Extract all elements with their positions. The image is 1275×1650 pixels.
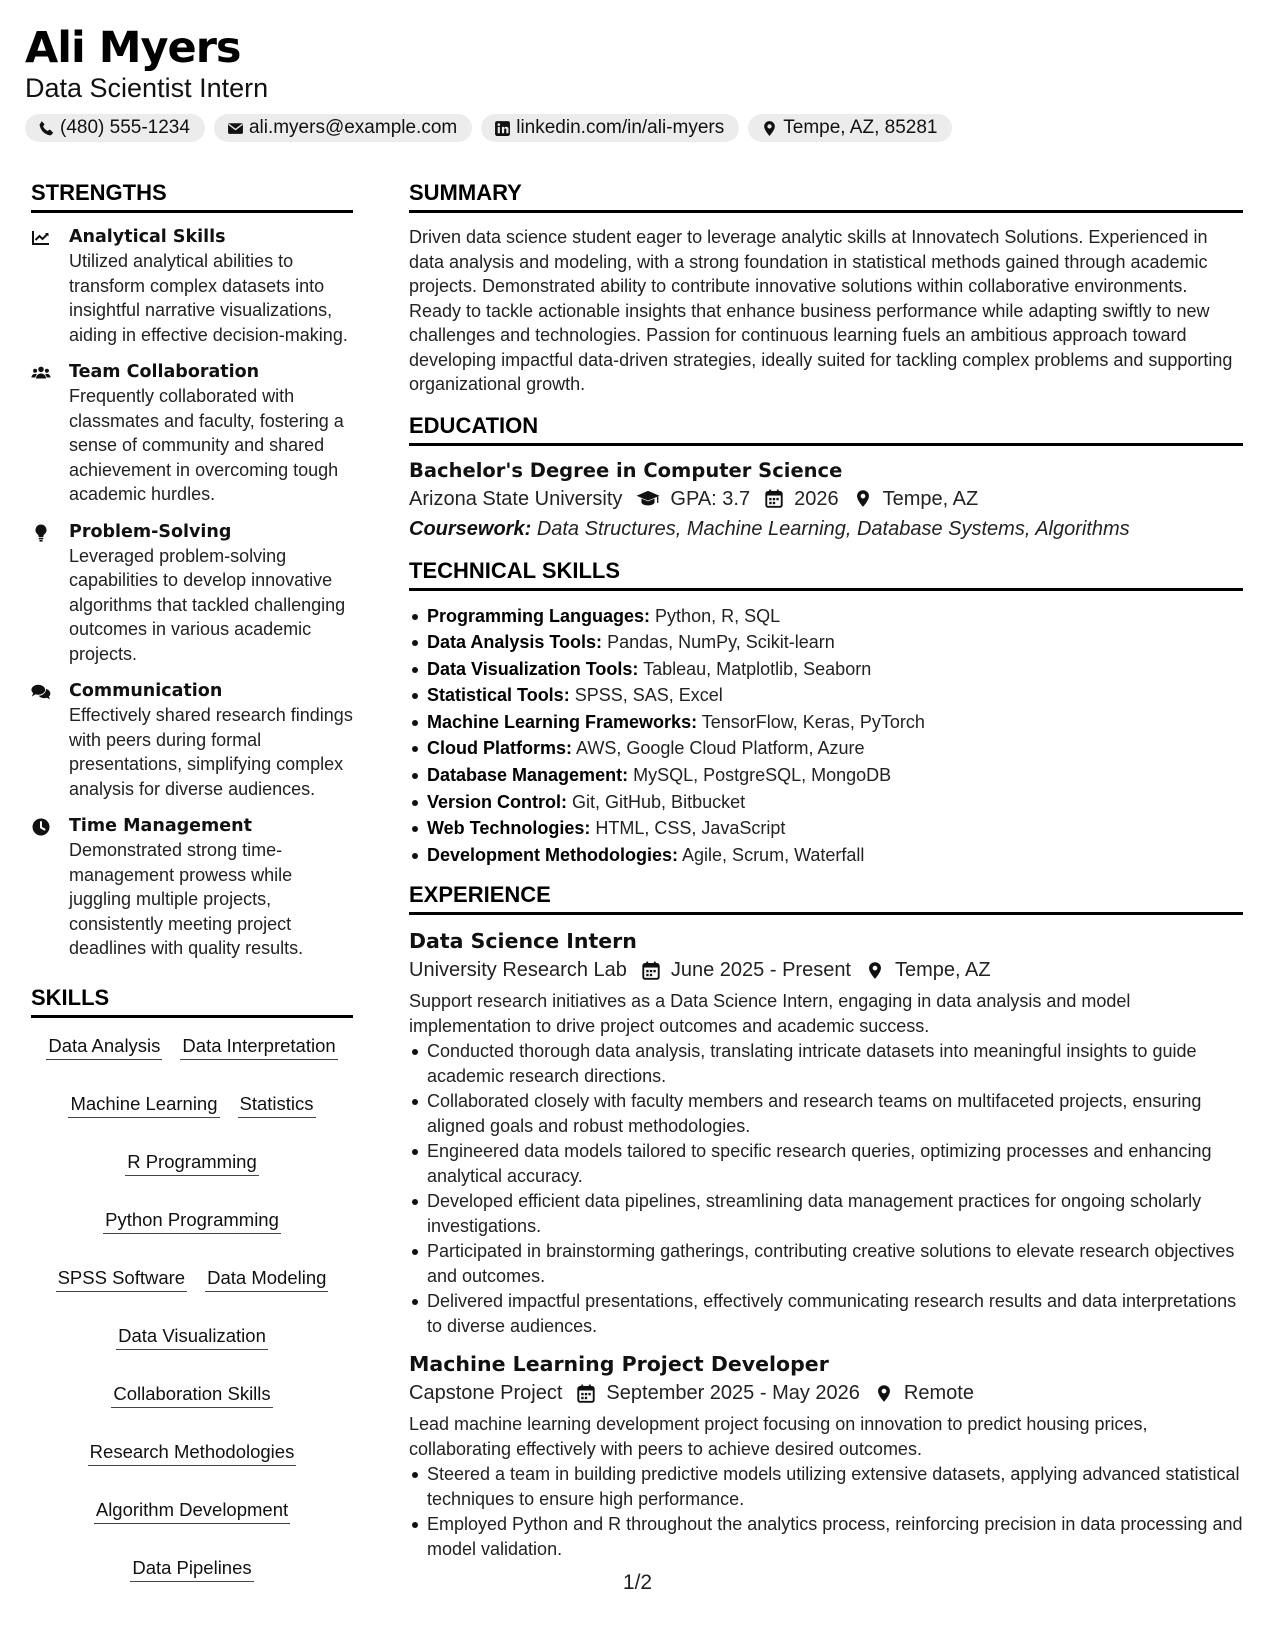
job-bullet: Conducted thorough data analysis, translating intricate datasets into meaningful insights to guide academic research directions. (409, 1039, 1243, 1088)
job-bullet: Engineered data models tailored to specific research queries, optimizing processes and enhancing analytical accuracy. (409, 1139, 1243, 1188)
strength-item (31, 679, 353, 801)
line-chart-icon (31, 229, 51, 247)
skill-tag: Statistics (238, 1092, 316, 1118)
tech-skill-value: Python, R, SQL (655, 605, 781, 626)
job-bullet: Collaborated closely with faculty members and research teams on multifaceted projects, ensuring aligned goals and robust methodologies. (409, 1089, 1243, 1138)
clock-icon (31, 818, 51, 836)
phone-icon (38, 120, 55, 137)
strength-title: Team Collaboration (69, 362, 260, 382)
job-title: Machine Learning Project Developer (409, 1352, 829, 1377)
left-column (31, 180, 353, 1582)
tech-skill-label: Cloud Platforms: (427, 738, 573, 759)
skill-tag: SPSS Software (56, 1266, 188, 1292)
tech-skill-value: Agile, Scrum, Waterfall (682, 844, 865, 865)
tech-skill-value: TensorFlow, Keras, PyTorch (701, 711, 925, 732)
location-pin-icon (874, 1384, 894, 1403)
education-location: Tempe, AZ (882, 487, 979, 510)
strengths-heading: STRENGTHS (31, 180, 353, 213)
contact-bar (25, 114, 1255, 142)
tech-skill-value: HTML, CSS, JavaScript (595, 818, 786, 839)
lightbulb-icon (31, 524, 51, 542)
contact-location[interactable] (748, 114, 952, 142)
calendar-icon (764, 489, 784, 508)
location-pin-icon (865, 961, 885, 980)
job-bullets (409, 1039, 1243, 1338)
skill-tag: Collaboration Skills (111, 1382, 272, 1408)
tech-skill-item (409, 735, 1243, 762)
technical-skills-heading: TECHNICAL SKILLS (409, 558, 1243, 591)
skill-tag: Machine Learning (68, 1092, 219, 1118)
contact-email[interactable] (214, 114, 472, 142)
strength-title: Time Management (69, 816, 252, 836)
tech-skill-item (409, 682, 1243, 709)
skill-tag: R Programming (125, 1150, 259, 1176)
tech-skill-value: Tableau, Matplotlib, Seaborn (643, 658, 872, 679)
job-organization: Capstone Project (409, 1382, 563, 1405)
candidate-name: Ali Myers (25, 23, 241, 73)
job-entry (409, 927, 1243, 1338)
strength-description: Utilized analytical abilities to transform complex datasets into insightful narrative visualizations, aiding in effective decision-making. (69, 251, 348, 345)
strength-title: Analytical Skills (69, 227, 226, 247)
coursework-list: Data Structures, Machine Learning, Database Systems, Algorithms (536, 517, 1130, 540)
graduation-year: 2026 (794, 487, 839, 510)
job-bullet: Steered a team in building predictive models utilizing extensive datasets, applying advanced statistical techniques to ensure high performance. (409, 1462, 1243, 1511)
job-bullet: Participated in brainstorming gatherings, contributing creative solutions to elevate research objectives and outcomes. (409, 1239, 1243, 1288)
strength-item (31, 225, 353, 347)
location-pin-icon (853, 489, 873, 508)
skill-tag: Data Interpretation (180, 1034, 337, 1060)
calendar-icon (576, 1384, 596, 1403)
experience-heading: EXPERIENCE (409, 882, 1243, 915)
envelope-icon (227, 120, 244, 137)
location-pin-icon (761, 120, 778, 137)
job-bullet: Developed efficient data pipelines, streamlining data management practices for ongoing scholarly investigations. (409, 1189, 1243, 1238)
skill-tag: Data Visualization (116, 1324, 268, 1350)
job-title: Data Science Intern (409, 929, 637, 954)
tech-skill-value: AWS, Google Cloud Platform, Azure (576, 738, 865, 759)
contact-phone[interactable] (25, 114, 205, 142)
contact-email-text: ali.myers@example.com (248, 117, 458, 138)
tech-skill-label: Version Control: (427, 791, 568, 812)
tech-skill-item (409, 629, 1243, 656)
job-organization: University Research Lab (409, 959, 627, 982)
skills-list (31, 1030, 353, 1582)
calendar-icon (641, 961, 661, 980)
users-icon (31, 364, 51, 382)
resume-header (25, 22, 1255, 142)
tech-skill-item (409, 815, 1243, 842)
tech-skill-item (409, 842, 1243, 869)
school-name: Arizona State University (409, 487, 623, 510)
tech-skill-value: Pandas, NumPy, Scikit-learn (607, 632, 835, 653)
job-dates: September 2025 - May 2026 (606, 1382, 860, 1405)
job-location: Remote (903, 1382, 974, 1405)
degree-title: Bachelor's Degree in Computer Science (409, 458, 843, 482)
job-location: Tempe, AZ (895, 959, 991, 982)
contact-linkedin-text: linkedin.com/in/ali-myers (516, 117, 725, 138)
contact-linkedin[interactable] (481, 114, 739, 142)
summary-text: Driven data science student eager to leverage analytic skills at Innovatech Solutions. Experienced in data analysis and modeling, with a strong foundation in statistical methods gained through academic projects. Demonstrated ability to contribute innovative solutions within collaborative environments. Ready to tackle actionable insights that enhance business performance while adapting swiftly to new challenges and technologies. Passion for continuous learning fuels an ambitious approach toward developing impactful data-driven strategies, ideally suited for tackling complex problems and supporting organizational growth. (409, 227, 1233, 394)
job-description: Support research initiatives as a Data Science Intern, engaging in data analysis and model implementation to drive project outcomes and academic success. (409, 991, 1131, 1036)
gpa: GPA: 3.7 (670, 487, 751, 510)
strength-description: Frequently collaborated with classmates and faculty, fostering a sense of community and shared achievement in overcoming tough academic hurdles. (69, 386, 344, 504)
tech-skill-item (409, 656, 1243, 683)
technical-skills-list (409, 603, 1243, 869)
tech-skill-value: Git, GitHub, Bitbucket (572, 791, 746, 812)
tech-skill-item (409, 789, 1243, 816)
tech-skill-label: Data Analysis Tools: (427, 632, 603, 653)
job-bullet: Delivered impactful presentations, effectively communicating research results and data interpretations to diverse audiences. (409, 1289, 1243, 1338)
tech-skill-label: Statistical Tools: (427, 685, 570, 706)
tech-skill-item (409, 709, 1243, 736)
job-dates: June 2025 - Present (670, 959, 851, 982)
tech-skill-label: Web Technologies: (427, 818, 591, 839)
skill-tag: Data Modeling (205, 1266, 328, 1292)
tech-skill-label: Development Methodologies: (427, 844, 679, 865)
skill-tag: Data Pipelines (130, 1556, 253, 1582)
graduation-cap-icon (636, 489, 660, 508)
job-meta (409, 1378, 1243, 1408)
strength-item (31, 520, 353, 667)
job-bullets (409, 1462, 1243, 1561)
tech-skill-label: Programming Languages: (427, 605, 651, 626)
job-bullet: Employed Python and R throughout the analytics process, reinforcing precision in data processing and model validation. (409, 1512, 1243, 1561)
summary-heading: SUMMARY (409, 180, 1243, 213)
strength-description: Effectively shared research findings with peers during formal presentations, simplifying complex analysis for diverse audiences. (69, 705, 353, 799)
comments-icon (31, 683, 51, 701)
coursework (409, 514, 1243, 544)
strength-item (31, 360, 353, 507)
tech-skill-value: MySQL, PostgreSQL, MongoDB (633, 765, 892, 786)
tech-skill-value: SPSS, SAS, Excel (574, 685, 723, 706)
strength-description: Demonstrated strong time-management prowess while juggling multiple projects, consistently meeting project deadlines with quality results. (69, 840, 304, 958)
skills-heading: SKILLS (31, 985, 353, 1018)
strength-title: Problem-Solving (69, 521, 232, 542)
tech-skill-label: Database Management: (427, 765, 629, 786)
skill-tag: Algorithm Development (94, 1498, 290, 1524)
education-heading: EDUCATION (409, 413, 1243, 446)
job-meta (409, 955, 1243, 985)
strength-description: Leveraged problem-solving capabilities to develop innovative algorithms that tackled challenging outcomes in various academic projects. (69, 545, 346, 664)
page-number: 1/2 (622, 1571, 653, 1594)
right-column (409, 180, 1243, 1561)
tech-skill-label: Machine Learning Frameworks: (427, 711, 698, 732)
tech-skill-item (409, 603, 1243, 630)
strength-item (31, 814, 353, 961)
job-description: Lead machine learning development project focusing on innovation to predict housing prices, collaborating effectively with peers to achieve desired outcomes. (409, 1414, 1148, 1459)
contact-location-text: Tempe, AZ, 85281 (783, 117, 938, 138)
skill-tag: Research Methodologies (88, 1440, 297, 1466)
skill-tag: Python Programming (103, 1208, 281, 1234)
linkedin-icon (494, 120, 511, 137)
job-entry (409, 1350, 1243, 1561)
candidate-title: Data Scientist Intern (25, 73, 269, 103)
contact-phone-text: (480) 555-1234 (60, 117, 190, 138)
skill-tag: Data Analysis (46, 1034, 162, 1060)
tech-skill-item (409, 762, 1243, 789)
tech-skill-label: Data Visualization Tools: (427, 658, 639, 679)
strength-title: Communication (69, 681, 223, 701)
education-meta (409, 484, 1243, 514)
coursework-label: Coursework: (409, 517, 532, 540)
